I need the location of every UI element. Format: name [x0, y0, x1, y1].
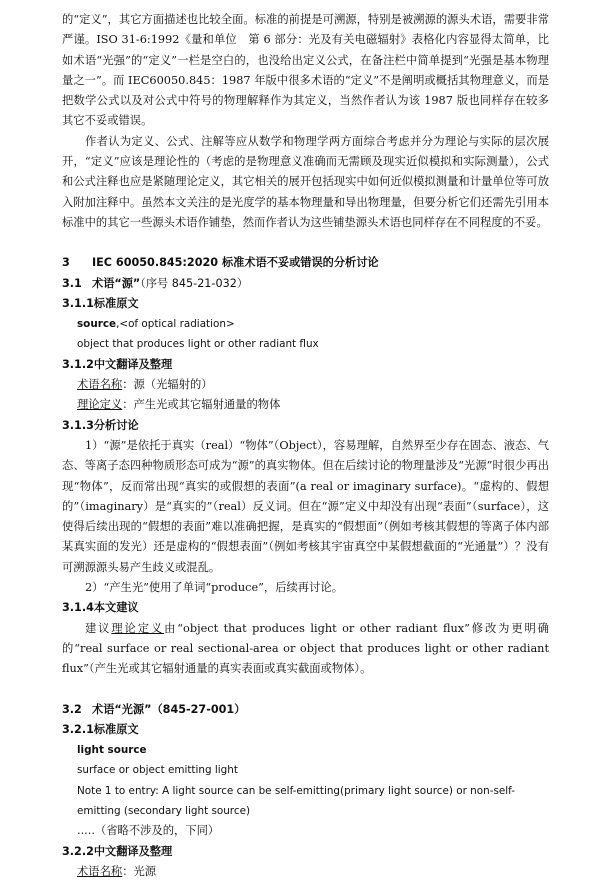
term-source-definition: object that produces light or other radiant flux — [77, 338, 319, 351]
term-name-line — [62, 862, 549, 882]
section-number: 3.1 — [62, 276, 82, 290]
section-title: 中文翻译及整理 — [93, 357, 173, 371]
section-number: 3.1.4 — [62, 601, 94, 615]
theory-definition-line — [62, 395, 549, 415]
section-number: 3.2.1 — [62, 722, 94, 736]
discussion-point-1: 1）“源”是依托于真实（real）“物体”（Object），容易理解，自然界至少存在固态、液态、气态、等离子态四种物质形态可成为“源”的真实物体。但在后续讨论的物理量涉及“光源”时很少再出现“物体”，反而常出现“真实的或假想的表面”(a real or imaginary surface)。“虚构的、假想的”（imaginary）是“真实的”（real）反义词。但在“源”定义中却没有出现“表面”（surface），这使得后续出现的“假想的表面”难以准确把握，是真实的“假想面”（例如考核其假想的等离子体内部某真实面的发光）还是虚构的“假想表面”（例如考核其宇宙真空中某假想截面的“光通量”）？没有可溯源源头易产生歧义或混乱。 — [62, 438, 549, 574]
suggestion-prefix: 建议 — [85, 621, 112, 635]
section-title: 术语“光源” — [92, 702, 152, 716]
section-3-1-1-heading — [62, 294, 549, 314]
section-reference: （序号 845-21-032） — [140, 276, 249, 290]
omitted-note: .....（省略不涉及的，下同） — [77, 824, 220, 838]
section-number: 3.1.3 — [62, 418, 94, 432]
section-number: 3.2 — [62, 702, 82, 716]
section-3-2-2-heading — [62, 842, 549, 862]
section-3-2-heading — [62, 700, 549, 720]
term-name-value: ：光源 — [122, 864, 157, 878]
term-name-value: ：源（光辐射的） — [122, 378, 213, 392]
section-title: 中文翻译及整理 — [93, 844, 173, 858]
section-title: 标准原文 — [93, 296, 139, 310]
term-name-label: 术语名称 — [77, 378, 123, 392]
theory-definition-value: ：产生光或其它辐射通量的物体 — [122, 398, 281, 412]
section-number: 3.1.1 — [62, 296, 94, 310]
section-3-1-2-heading — [62, 355, 549, 375]
section-3-2-1-heading — [62, 720, 549, 740]
term-name: source — [77, 318, 117, 331]
section-3-1-3-heading — [62, 416, 549, 436]
section-title: 标准原文 — [93, 722, 139, 736]
section-title: IEC 60050.845:2020 标准术语不妥或错误的分析讨论 — [92, 256, 379, 270]
term-light-source-note: Note 1 to entry: A light source can be self-emitting(primary light source) or non-self-emitting (secondary light source) — [77, 784, 515, 817]
page-content — [62, 10, 549, 882]
theory-definition-label: 理论定义 — [77, 398, 123, 412]
term-domain: ,<of optical radiation> — [116, 318, 235, 331]
discussion-point-2: 2）“产生光”使用了单词“produce”，后续再讨论。 — [85, 581, 343, 595]
spacer — [62, 680, 549, 700]
suggestion-text: 由“object that produces light or other radiant flux”修改为更明确的“real surface or real sectional-area or object that produces light or other radiant flux”（产生光或其它辐射通量的真实表面或真实截面或物体）。 — [62, 621, 549, 676]
section-number: 3 — [62, 256, 70, 270]
section-3-1-heading — [62, 274, 549, 294]
term-source-original — [62, 314, 549, 334]
term-light-source-definition: surface or object emitting light — [77, 764, 238, 777]
spacer — [62, 233, 549, 253]
term-name-label: 术语名称 — [77, 864, 123, 878]
section-reference: （845-27-001） — [151, 702, 246, 716]
intro-paragraph-2: 作者认为定义、公式、注解等应从数学和物理学两方面综合考虑并分为理论与实际的层次展开，“定义”应该是理论性的（考虑的是物理意义准确而无需顾及现实近似模拟和实际测量），公式和公式注释也应是紧随理论定义，其它相关的展开包括现实中如何近似模拟测量和计量单位等可放入附加注释中。虽然本文关注的是光度学的基本物理量和导出物理量，但要分析它们还需先引用本标准中的其它一些源头术语作铺垫，然而作者认为这些铺垫源头术语也同样存在不同程度的不妥。 — [62, 134, 549, 229]
suggestion-paragraph — [62, 619, 549, 680]
section-number: 3.1.2 — [62, 357, 94, 371]
section-title: 术语“源” — [92, 276, 141, 290]
term-name-line — [62, 375, 549, 395]
suggestion-label: 理论定义 — [111, 621, 165, 635]
section-number: 3.2.2 — [62, 844, 94, 858]
term-light-source-name: light source — [77, 744, 147, 757]
section-title: 本文建议 — [93, 601, 139, 615]
section-3-heading — [62, 253, 549, 273]
section-3-1-4-heading — [62, 598, 549, 618]
section-title: 分析讨论 — [93, 418, 139, 432]
intro-paragraph-1: 的“定义”，其它方面描述也比较全面。标准的前提是可溯源，特别是被溯源的源头术语，需要非常严谨。ISO 31-6:1992《量和单位 第 6 部分：光及有关电磁辐射》表格化内容显得太简单，比如术语“光强”的“定义”一栏是空白的，也没给出定义公式，在备注栏中简单提到“光强是基本物理量之一”。而 IEC60050.845：1987 年版中很多术语的“定义”不是阐明或概括其物理意义，而是把数学公式以及对公式中符号的物理解释作为其定义，当然作者认为该 1987 版也同样存在较多其它不妥或错误。 — [62, 13, 549, 128]
